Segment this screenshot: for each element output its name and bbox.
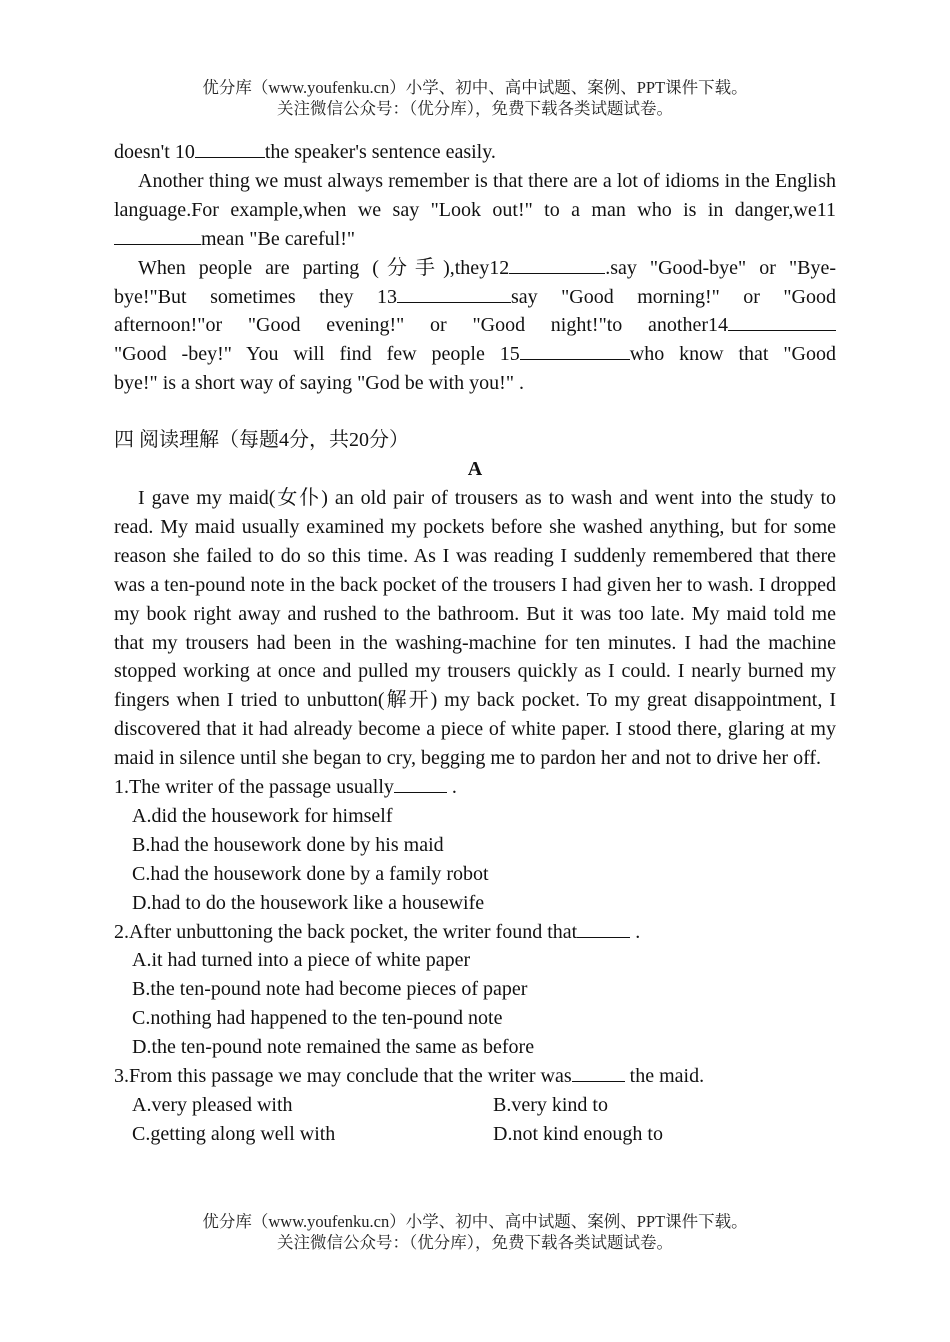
passage-label: A bbox=[467, 458, 483, 481]
answer-blank[interactable] bbox=[572, 1063, 625, 1082]
blank-12[interactable] bbox=[509, 255, 605, 274]
option-d[interactable]: D.the ten-pound note remained the same as before bbox=[132, 1036, 535, 1059]
cloze-text: Another thing we must always remember is that there are a lot of idioms in the English language.For example,when we say "Look out!" to a man who is in danger,we11 bbox=[114, 169, 836, 221]
cloze-line: bye!" is a short way of saying "God be with you!" . bbox=[114, 372, 524, 395]
blank-13[interactable] bbox=[397, 284, 511, 303]
cloze-paragraph-parting bbox=[114, 254, 836, 399]
option-row bbox=[114, 1120, 836, 1149]
answer-blank[interactable] bbox=[577, 919, 630, 938]
option-c[interactable]: C.had the housework done by a family robot bbox=[132, 862, 489, 885]
question-stem: 1.The writer of the passage usually . bbox=[114, 776, 457, 799]
option-b[interactable]: B.very kind to bbox=[493, 1094, 608, 1116]
cloze-line: When people are parting (分手),they12 .say "Good-bye" or "Bye- bbox=[138, 256, 837, 279]
question-2 bbox=[114, 918, 836, 1063]
option-a[interactable]: A.it had turned into a piece of white paper bbox=[132, 949, 471, 972]
cloze-text: mean "Be careful!" bbox=[201, 227, 356, 250]
blank-11[interactable] bbox=[114, 226, 201, 245]
reading-passage: I gave my maid(女仆) an old pair of trousers as to wash and went into the study to read. My maid usually examined my pockets before she washed anything, but for some reason she failed to do so this time. As I was reading I suddenly remembered that there was a ten-pound note in the back pocket of the trousers I had given her to wash. I dropped my book right away and rushed to the bathroom. But it was too late. My maid told me that my trousers had been in the washing-machine for ten minutes. I had the machine stopped working at once and pulled my trousers quickly as I could. I nearly burned my fingers when I tried to unbutton(解开) my back pocket. To my great disappointment, I discovered that it had already become a piece of white paper. I stood there, glaring at my maid in silence until she began to cry, begging me to pardon her and not to drive her off. bbox=[114, 486, 836, 770]
header-line-1: 优分库（www.youfenku.cn）小学、初中、高中试题、案例、PPT课件下载。 bbox=[202, 78, 748, 97]
option-d[interactable]: D.not kind enough to bbox=[493, 1122, 663, 1145]
cloze-text: the speaker's sentence easily. bbox=[264, 141, 496, 163]
question-stem: 2.After unbuttoning the back pocket, the writer found that . bbox=[114, 920, 641, 943]
option-c[interactable]: C.nothing had happened to the ten-pound note bbox=[132, 1007, 503, 1030]
answer-blank[interactable] bbox=[394, 774, 447, 793]
option-row bbox=[114, 1091, 836, 1120]
main-content bbox=[114, 138, 836, 1149]
blank-15[interactable] bbox=[520, 341, 630, 360]
page-footer bbox=[0, 1211, 950, 1253]
option-c[interactable]: C.getting along well with bbox=[132, 1122, 336, 1145]
cloze-line: bye!"But sometimes they 13 say "Good morning!" or "Good bbox=[114, 285, 836, 308]
option-a[interactable]: A.very pleased with bbox=[132, 1094, 293, 1116]
section-title: 四 阅读理解（每题4分，共20分） bbox=[114, 429, 409, 452]
header-line-2: 关注微信公众号：（优分库），免费下载各类试题试卷。 bbox=[277, 99, 673, 118]
option-a[interactable]: A.did the housework for himself bbox=[132, 804, 393, 827]
cloze-text: doesn't 10 bbox=[114, 141, 195, 163]
footer-line-2: 关注微信公众号：（优分库），免费下载各类试题试卷。 bbox=[277, 1233, 673, 1252]
question-1 bbox=[114, 773, 836, 918]
blank-10[interactable] bbox=[195, 139, 265, 158]
cloze-line: "Good -bey!" You will find few people 15 who know that "Good bbox=[114, 343, 836, 366]
question-3 bbox=[114, 1062, 836, 1149]
option-d[interactable]: D.had to do the housework like a housewife bbox=[132, 891, 485, 914]
option-b[interactable]: B.the ten-pound note had become pieces of paper bbox=[132, 978, 528, 1001]
page-header bbox=[0, 77, 950, 119]
blank-14[interactable] bbox=[728, 312, 836, 331]
question-stem: 3.From this passage we may conclude that the writer was the maid. bbox=[114, 1065, 705, 1088]
footer-line-1: 优分库（www.youfenku.cn）小学、初中、高中试题、案例、PPT课件下载。 bbox=[202, 1212, 748, 1231]
cloze-line: afternoon!"or "Good evening!" or "Good night!"to another14 bbox=[114, 311, 836, 340]
cloze-line-10 bbox=[114, 138, 836, 167]
option-b[interactable]: B.had the housework done by his maid bbox=[132, 833, 444, 856]
cloze-paragraph-idioms bbox=[114, 167, 836, 254]
